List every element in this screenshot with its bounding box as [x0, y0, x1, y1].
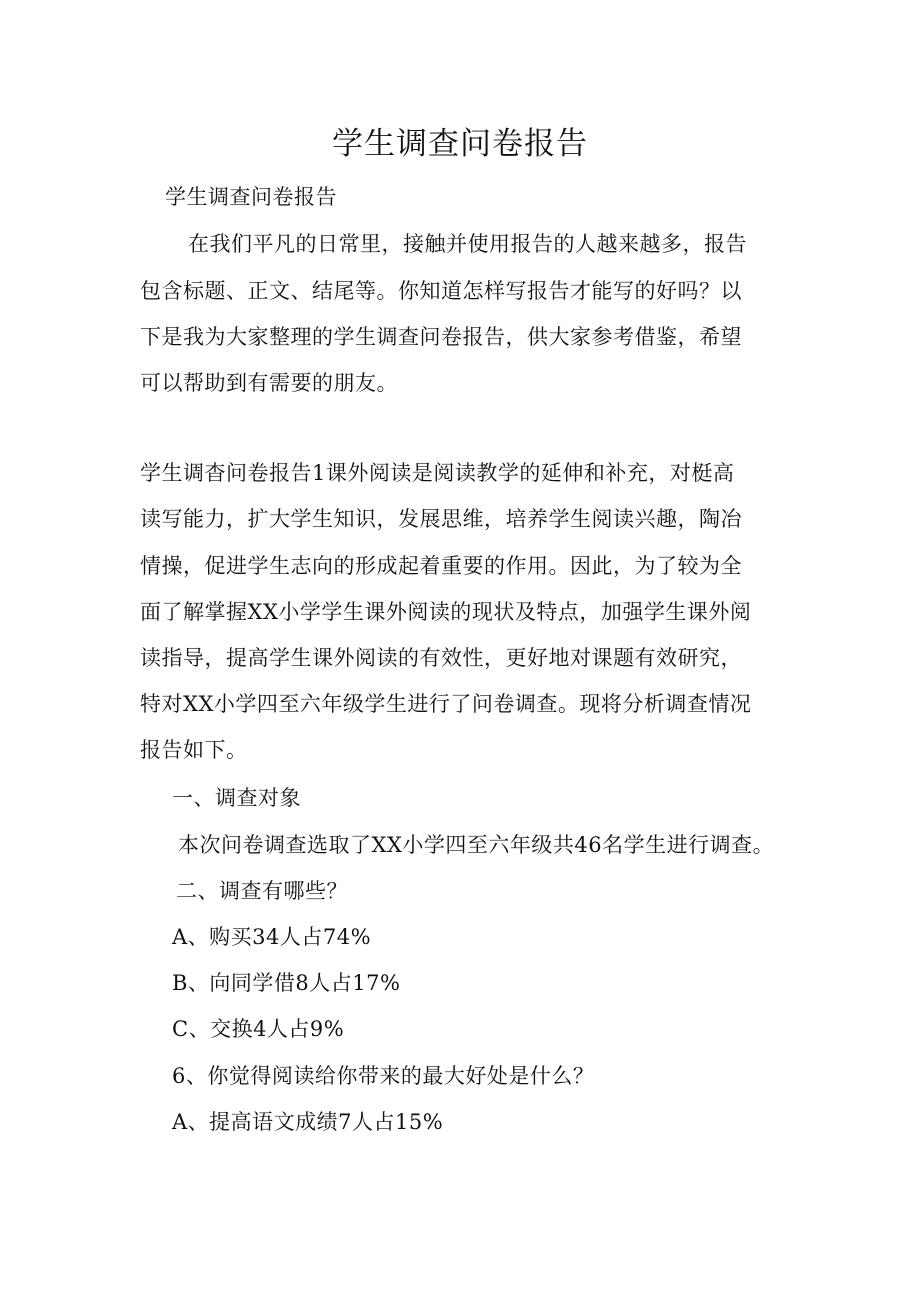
body-line: 情操，促进学生志向的形成起着重要的作用。因此，为了较为全	[140, 554, 742, 578]
list-item: A、提高语文成绩7人占15%	[172, 1110, 444, 1134]
section-heading: 一、调查对象	[172, 786, 301, 810]
section-text: 本次问卷调查选取了XX小学四至六年级共46名学生进行调查。	[178, 833, 775, 857]
intro-line: 可以帮助到有需要的朋友。	[140, 371, 398, 395]
document-title: 学生调查问卷报告	[332, 126, 588, 162]
list-item: B、向同学借8人占17%	[172, 971, 401, 995]
body-line: 读指导，提高学生课外阅读的有效性，更好地对课题有效研究，	[140, 646, 742, 670]
section-heading: 二、调查有哪些？	[176, 879, 348, 903]
intro-line: 下是我为大家整理的学生调查问卷报告，供大家参考借鉴，希望	[140, 325, 742, 349]
body-line: 报告如下。	[140, 738, 248, 762]
body-line: 面了解掌握XX小学学生课外阅读的现状及特点，加强学生课外阅	[140, 600, 752, 624]
list-item: A、购买34人占74%	[172, 925, 372, 949]
question-item: 6、你觉得阅读给你带来的最大好处是什么？	[172, 1064, 595, 1088]
body-line: 特对XX小学四至六年级学生进行了问卷调查。现将分析调查情况	[140, 692, 752, 716]
intro-line: 包含标题、正文、结尾等。你知道怎样写报告才能写的好吗？以	[140, 279, 742, 303]
body-line: 学生调杳问卷报告1课外阅读是阅读教学的延伸和补充，对梃高	[140, 461, 735, 485]
intro-line: 在我们平凡的日常里，接触并使用报告的人越来越多，报告	[188, 232, 747, 256]
body-line: 读写能力，扩大学生知识，发展思维，培养学生阅读兴趣，陶冶	[140, 507, 742, 531]
list-item: C、交换4人占9%	[172, 1017, 345, 1041]
document-subtitle: 学生调查问卷报告	[165, 185, 337, 209]
